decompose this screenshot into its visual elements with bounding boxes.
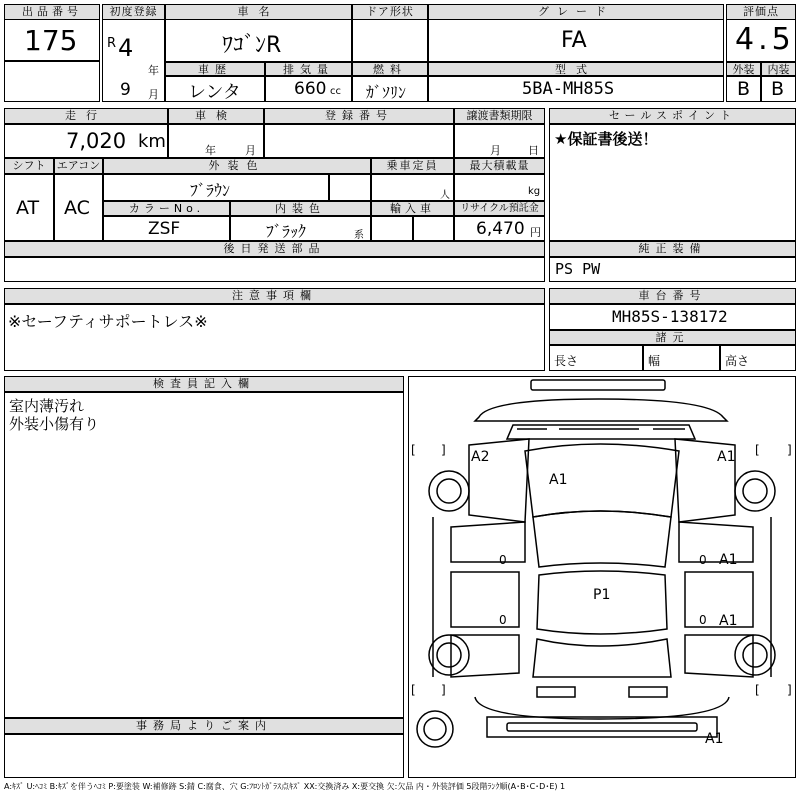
- registration-month: 9: [120, 80, 131, 100]
- length-label: 長さ: [554, 354, 579, 368]
- damage-mark: A1: [719, 552, 738, 568]
- ac-label: エアコン: [54, 158, 103, 174]
- transfer-day-unit: 日: [528, 144, 539, 157]
- mileage-unit: km: [138, 131, 166, 152]
- bracket-close-left-rear: ]: [441, 683, 446, 697]
- inspector-cell: [4, 392, 404, 718]
- exterior-color-label: 外装色: [103, 158, 371, 174]
- exterior-color-extra-cell: [329, 174, 371, 201]
- damage-mark: P1: [593, 587, 611, 603]
- registration-number-cell: [264, 124, 454, 158]
- inspection-year-unit: 年: [205, 144, 216, 157]
- era: R: [107, 36, 117, 51]
- year-unit: 年: [148, 64, 159, 77]
- transfer-month-unit: 月: [490, 144, 501, 157]
- shift-value: AT: [16, 197, 40, 219]
- grade-label: グレード: [428, 4, 724, 20]
- bracket-open-left-rear: [: [411, 683, 416, 697]
- width-label: 幅: [648, 354, 661, 368]
- interior-color-label: 内装色: [230, 201, 371, 216]
- damage-mark: A2: [471, 449, 490, 465]
- notes-text: ※セーフティサポートレス※: [8, 312, 208, 331]
- interior-grade: B: [771, 78, 785, 100]
- import-cell-b: [413, 216, 454, 241]
- inspection-label: 車検: [168, 108, 264, 124]
- zero-mark: 0: [499, 613, 507, 627]
- inspection-month-unit: 月: [245, 144, 256, 157]
- height-label: 高さ: [725, 354, 750, 368]
- bracket-open-right-rear: [: [755, 683, 760, 697]
- capacity-label: 乗車定員: [371, 158, 454, 174]
- inspector-line-1: 室内薄汚れ: [9, 397, 85, 415]
- recycle-fee-unit: 円: [530, 226, 541, 239]
- import-label: 輸入車: [371, 201, 454, 216]
- car-name: ﾜｺﾞﾝR: [222, 33, 282, 58]
- lot-number: 175: [24, 24, 78, 57]
- first-registration-label: 初度登録: [102, 4, 165, 20]
- max-load-unit: kg: [528, 186, 541, 197]
- interior-grade-label: 内装: [761, 62, 796, 76]
- exterior-color-value: ﾌﾞﾗｳﾝ: [190, 181, 231, 200]
- office-notice-label: 事務局よりご案内: [4, 718, 404, 734]
- model-label: 型式: [428, 62, 724, 76]
- exterior-grade-label: 外装: [726, 62, 761, 76]
- car-body-outline: [409, 377, 795, 777]
- bracket-close-right-rear: ]: [787, 683, 792, 697]
- recycle-fee-value: 6,470: [476, 219, 525, 239]
- zero-mark: 0: [699, 553, 707, 567]
- month-unit: 月: [148, 88, 159, 101]
- displacement-label: 排気量: [265, 62, 352, 76]
- legend-text: A:ｷｽﾞ U:ﾍｺﾐ B:ｷｽﾞを伴うﾍｺﾐ P:要塗装 W:補修跡 S:錆 C:腐食、穴 G:ﾌﾛﾝﾄｶﾞﾗｽ点ｷｽﾞ XX:交換済み X:要交換 欠:欠品 内・外装評価 5段階ﾗﾝｸ順(A･B･C･D･E) 1: [4, 782, 566, 791]
- bracket-open-right: [: [755, 443, 760, 457]
- displacement-unit: cc: [330, 86, 341, 97]
- bracket-close-right: ]: [787, 443, 792, 457]
- score-value: 4.5: [735, 22, 795, 57]
- damage-mark: A1: [719, 613, 738, 629]
- notes-label: 注意事項欄: [4, 288, 545, 304]
- color-number-value: ZSF: [148, 219, 181, 239]
- recycle-fee-label: リサイクル預託金: [454, 201, 545, 216]
- chassis-number: MH85S-138172: [612, 307, 728, 326]
- door-label: ドア形状: [352, 4, 428, 20]
- transfer-deadline-label: 譲渡書類期限: [454, 108, 545, 124]
- registration-number-label: 登録番号: [264, 108, 454, 124]
- ac-value: AC: [64, 197, 90, 219]
- damage-mark: A1: [717, 449, 736, 465]
- mileage-value: 7,020: [66, 129, 127, 153]
- registration-year: 4: [118, 34, 134, 62]
- lot-number-divider: [4, 60, 100, 62]
- equipment-value: PS PW: [555, 260, 601, 278]
- shift-label: シフト: [4, 158, 54, 174]
- office-notice-cell: [4, 734, 404, 778]
- later-parts-cell: [4, 257, 545, 282]
- zero-mark: 0: [699, 613, 707, 627]
- grade-value: FA: [561, 28, 587, 53]
- damage-mark: A1: [549, 472, 568, 488]
- displacement-value: 660: [294, 79, 327, 99]
- score-label: 評価点: [726, 4, 796, 20]
- interior-color-suffix: 系: [354, 230, 364, 241]
- zero-mark: 0: [499, 553, 507, 567]
- inspector-label: 検査員記入欄: [4, 376, 404, 392]
- bracket-open-left: [: [411, 443, 416, 457]
- dimensions-label: 諸元: [549, 330, 796, 345]
- bracket-close-left: ]: [441, 443, 446, 457]
- import-cell-a: [371, 216, 413, 241]
- capacity-unit: 人: [440, 190, 450, 201]
- fuel-label: 燃料: [352, 62, 428, 76]
- sales-point-label: セールスポイント: [549, 108, 796, 124]
- chassis-label: 車台番号: [549, 288, 796, 304]
- history-value: レンタ: [188, 82, 241, 103]
- inspector-line-2: 外装小傷有り: [9, 415, 100, 433]
- fuel-value: ｶﾞｿﾘﾝ: [366, 83, 407, 102]
- model-value: 5BA-MH85S: [522, 79, 615, 99]
- later-parts-label: 後日発送部品: [4, 241, 545, 257]
- car-name-label: 車名: [165, 4, 352, 20]
- color-number-label: カラーNo.: [103, 201, 230, 216]
- damage-mark: A1: [705, 731, 724, 747]
- max-load-label: 最大積載量: [454, 158, 545, 174]
- lot-number-label: 出品番号: [4, 4, 100, 20]
- interior-color-value: ﾌﾞﾗｯｸ: [266, 222, 307, 241]
- car-diagram: [408, 376, 796, 778]
- exterior-grade: B: [737, 78, 751, 100]
- mileage-label: 走行: [4, 108, 168, 124]
- equipment-label: 純正装備: [549, 241, 796, 257]
- history-label: 車歴: [165, 62, 265, 76]
- sales-point-text: ★保証書後送！: [554, 130, 658, 148]
